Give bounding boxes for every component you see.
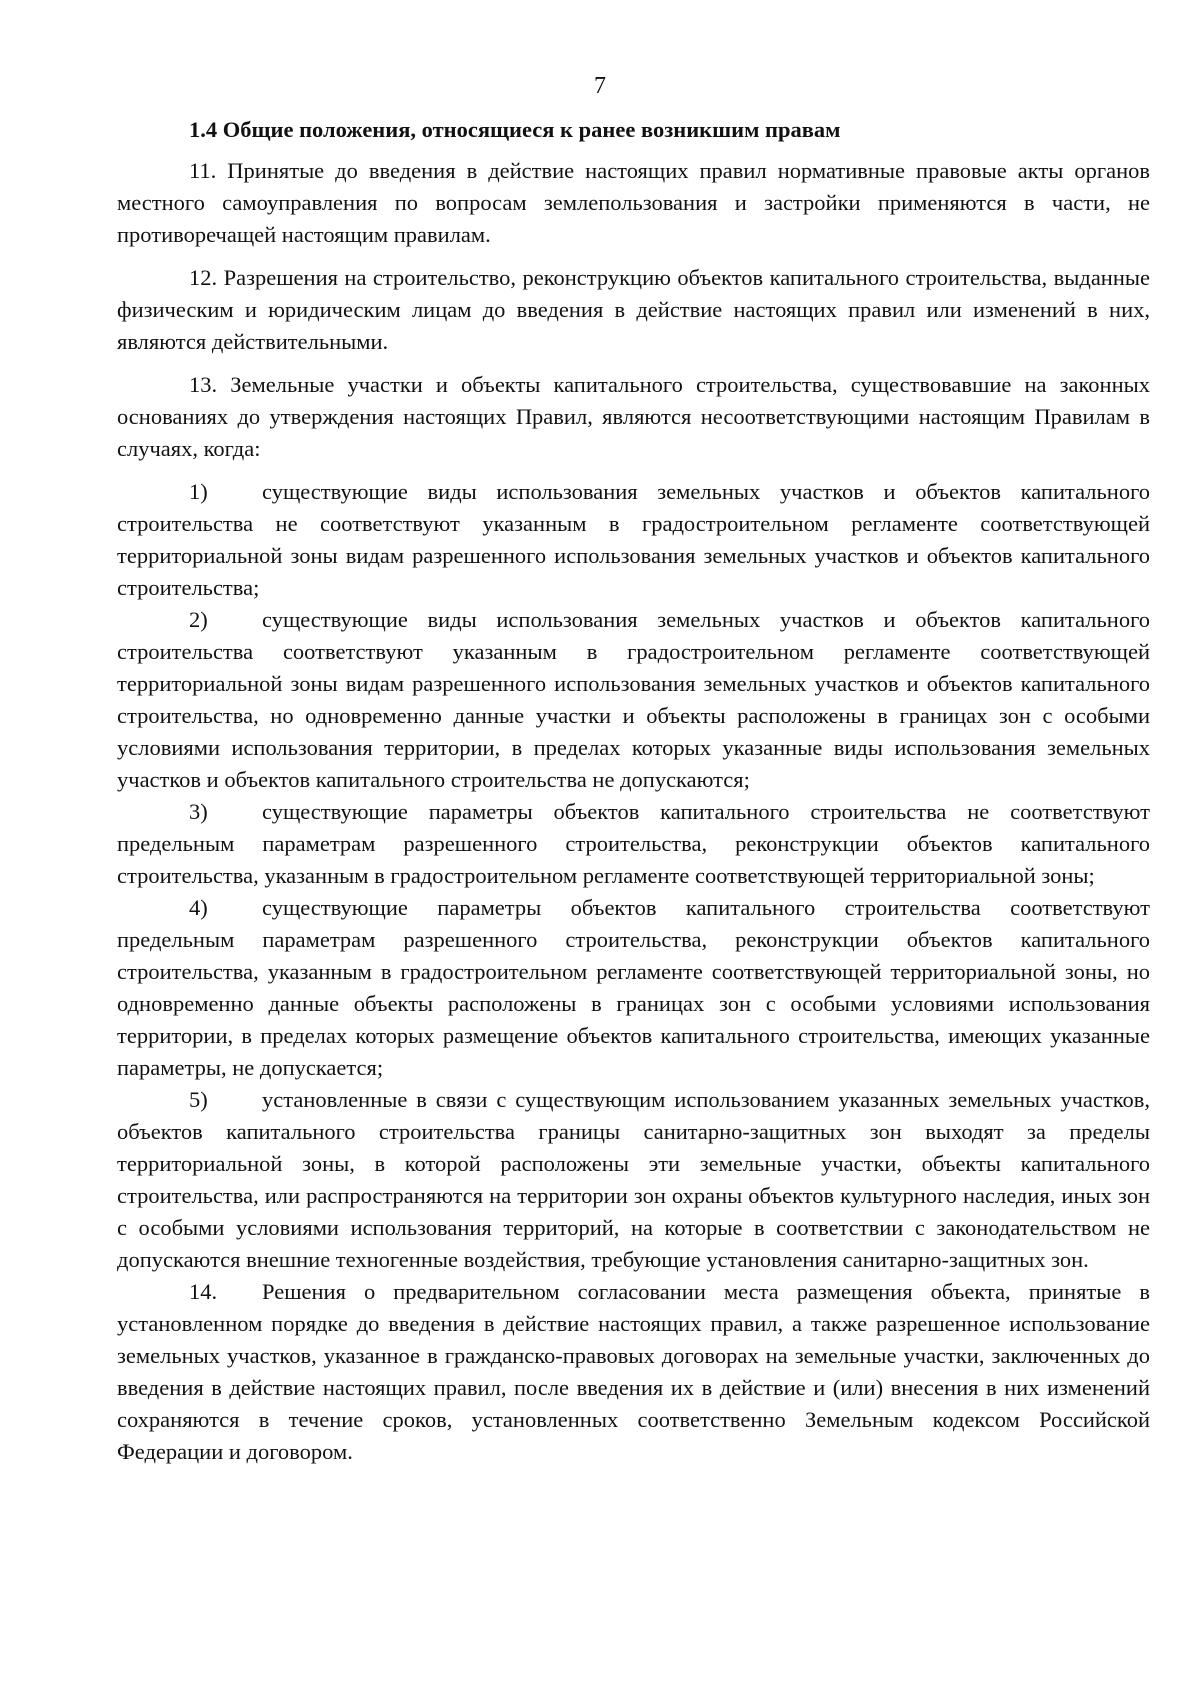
- section-heading: 1.4 Общие положения, относящиеся к ранее возникшим правам: [189, 117, 841, 142]
- list-item-text: существующие виды использования земельных участков и объектов капитального строительства соответствуют указанным в градостроительном регламенте соответствующей территориальной зоны видам разрешенного использования земельных участков и объектов капитального строительства, но одновременно данные участки и объекты расположены в границах зон с особыми условиями использования территории, в пределах которых указанные виды использования земельных участков и объектов капитального строительства не допускаются;: [117, 607, 1150, 792]
- list-item-number: 2): [189, 607, 208, 632]
- list-item-number: 4): [189, 895, 208, 920]
- list-item-5: [117, 1084, 1150, 1276]
- list-item-text: существующие параметры объектов капитального строительства не соответствуют предельным параметрам разрешенного строительства, реконструкции объектов капитального строительства, указанным в градостроительном регламенте соответствующей территориальной зоны;: [117, 799, 1150, 888]
- paragraph-14: [117, 1276, 1150, 1468]
- list-item-text: установленные в связи с существующим использованием указанных земельных участков, объектов капитального строительства границы санитарно-защитных зон выходят за пределы территориальной зоны, в которой расположены эти земельные участки, объекты капитального строительства, или распространяются на территории зон охраны объектов культурного наследия, иных зон с особыми условиями использования территорий, на которые в соответствии с законодательством не допускаются внешние техногенные воздействия, требующие установления санитарно-защитных зон.: [117, 1087, 1150, 1272]
- paragraph-12: 12. Разрешения на строительство, реконструкцию объектов капитального строительства, выданные физическим и юридическим лицам до введения в действие настоящих правил или изменений в них, являются действительными.: [117, 265, 1150, 354]
- list-item-number: 1): [189, 479, 208, 504]
- list-item-text: существующие виды использования земельных участков и объектов капитального строительства не соответствуют указанным в градостроительном регламенте соответствующей территориальной зоны видам разрешенного использования земельных участков и объектов капитального строительства;: [117, 479, 1150, 600]
- paragraph-13: 13. Земельные участки и объекты капитального строительства, существовавшие на законных основаниях до утверждения настоящих Правил, являются несоответствующими настоящим Правилам в случаях, когда:: [117, 372, 1150, 461]
- list-item-number: 3): [189, 799, 208, 824]
- paragraph-11: 11. Принятые до введения в действие настоящих правил нормативные правовые акты органов местного самоуправления по вопросам землепользования и застройки применяются в части, не противоречащей настоящим правилам.: [117, 158, 1150, 247]
- list-item-3: [117, 796, 1150, 892]
- page-number: 7: [594, 73, 606, 99]
- list-item-1: [117, 476, 1150, 604]
- document-body: [117, 114, 1150, 1468]
- list-item-2: [117, 604, 1150, 796]
- list-item-number: 5): [189, 1087, 208, 1112]
- list-item-text: существующие параметры объектов капитального строительства соответствуют предельным параметрам разрешенного строительства, реконструкции объектов капитального строительства, указанным в градостроительном регламенте соответствующей территориальной зоны, но одновременно данные объекты расположены в границах зон с особыми условиями использования территории, в пределах которых размещение объектов капитального строительства, имеющих указанные параметры, не допускается;: [117, 895, 1150, 1080]
- list-item-4: [117, 892, 1150, 1084]
- paragraph-number: 14.: [189, 1279, 218, 1304]
- paragraph-text: Решения о предварительном согласовании места размещения объекта, принятые в установленном порядке до введения в действие настоящих правил, а также разрешенное использование земельных участков, указанное в гражданско-правовых договорах на земельные участки, заключенных до введения в действие настоящих правил, после введения их в действие и (или) внесения в них изменений сохраняются в течение сроков, установленных соответственно Земельным кодексом Российской Федерации и договором.: [117, 1279, 1150, 1464]
